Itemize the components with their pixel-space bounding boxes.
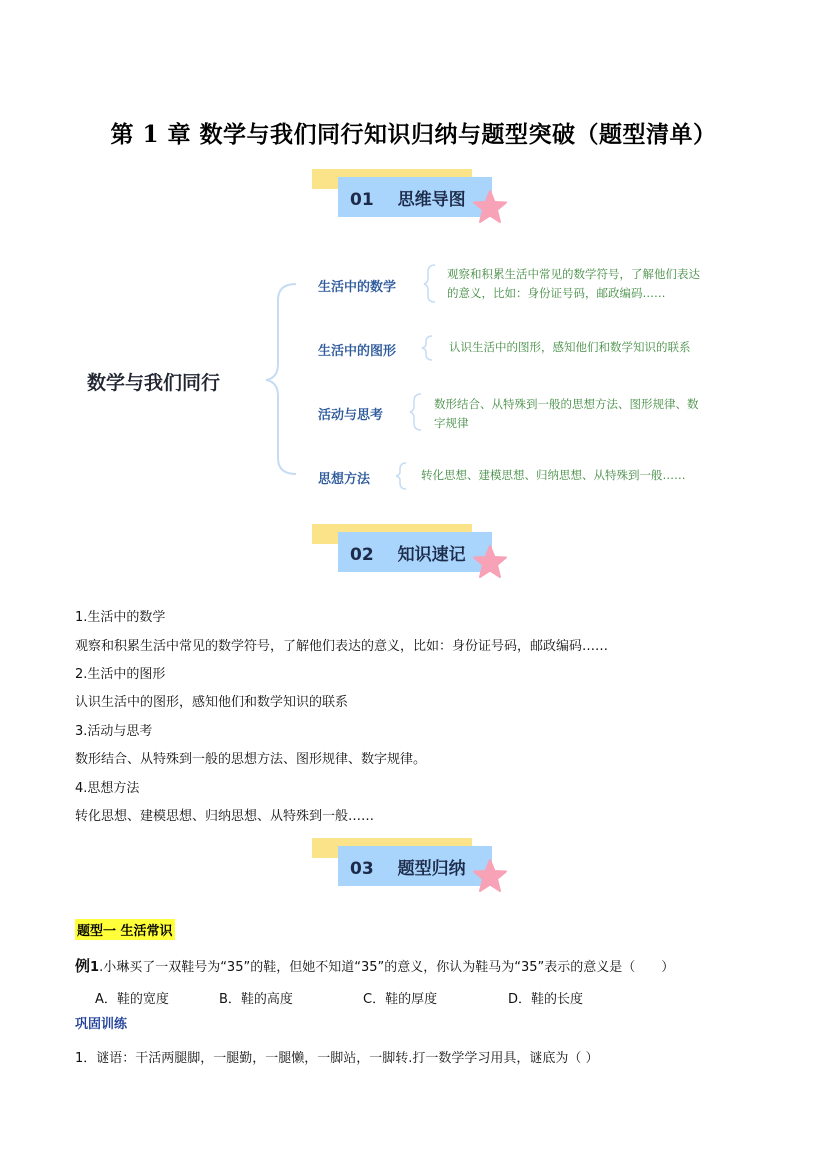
example-question [75, 955, 674, 976]
section-label: 思维导图 [397, 190, 466, 210]
consolidate-heading: 巩固训练 [75, 1017, 128, 1032]
section-banner-knowledge [312, 524, 512, 586]
knowledge-heading-3: 3.活动与思考 [75, 724, 153, 739]
example-prefix: 例 [75, 957, 91, 975]
mindmap-branch-3: 活动与思考 [318, 408, 384, 423]
example-text: .小琳买了一双鞋号为“35”的鞋，但她不知道“35”的意义，你认为鞋马为“35”表示的意义是（ ） [99, 960, 675, 975]
knowledge-text-1: 观察和积累生活中常见的数学符号，了解他们表达的意义，比如：身份证号码，邮政编码…… [75, 639, 609, 654]
section-number: 03 [350, 859, 374, 879]
section-number: 01 [350, 190, 374, 210]
exercise-1: 1．谜语：干活两腿脚，一腿勤，一腿懒，一脚站，一脚转.打一数学学习用具，谜底为（ ） [75, 1051, 599, 1066]
section-label: 题型归纳 [397, 859, 466, 879]
question-type-badge: 题型一 生活常识 [75, 919, 175, 940]
mindmap-root: 数学与我们同行 [87, 372, 221, 394]
knowledge-text-3: 数形结合、从特殊到一般的思想方法、图形规律、数字规律。 [75, 752, 427, 767]
mindmap-leaf-3: 数形结合、从特殊到一般的思想方法、图形规律、数字规律 [434, 397, 699, 430]
mindmap-branch-1: 生活中的数学 [318, 280, 397, 295]
mindmap-branch-4: 思想方法 [318, 472, 371, 487]
knowledge-text-2: 认识生活中的图形，感知他们和数学知识的联系 [75, 695, 349, 710]
star-icon [472, 544, 508, 580]
page-title: 第 1 章 数学与我们同行知识归纳与题型突破（题型清单） [110, 121, 717, 148]
mindmap-connectors [0, 0, 827, 520]
mindmap-leaf-4: 转化思想、建模思想、归纳思想、从特殊到一般…… [421, 468, 686, 482]
option-c[interactable]: C．鞋的厚度 [363, 992, 438, 1007]
section-label: 知识速记 [397, 545, 466, 565]
option-a[interactable]: A．鞋的宽度 [95, 992, 169, 1007]
mindmap-leaf-1: 观察和积累生活中常见的数学符号，了解他们表达的意义，比如：身份证号码，邮政编码…… [447, 267, 700, 300]
mindmap-branch-2: 生活中的图形 [318, 344, 397, 359]
example-number: 1 [90, 960, 100, 975]
option-d[interactable]: D．鞋的长度 [508, 992, 584, 1007]
knowledge-heading-1: 1.生活中的数学 [75, 610, 166, 625]
section-number: 02 [350, 545, 374, 565]
star-icon [472, 858, 508, 894]
knowledge-heading-2: 2.生活中的图形 [75, 667, 166, 682]
knowledge-heading-4: 4.思想方法 [75, 781, 140, 796]
section-banner-question-types [312, 838, 512, 900]
knowledge-text-4: 转化思想、建模思想、归纳思想、从特殊到一般…… [75, 809, 375, 824]
option-b[interactable]: B．鞋的高度 [219, 992, 293, 1007]
mindmap-leaf-2: 认识生活中的图形，感知他们和数学知识的联系 [449, 340, 691, 354]
